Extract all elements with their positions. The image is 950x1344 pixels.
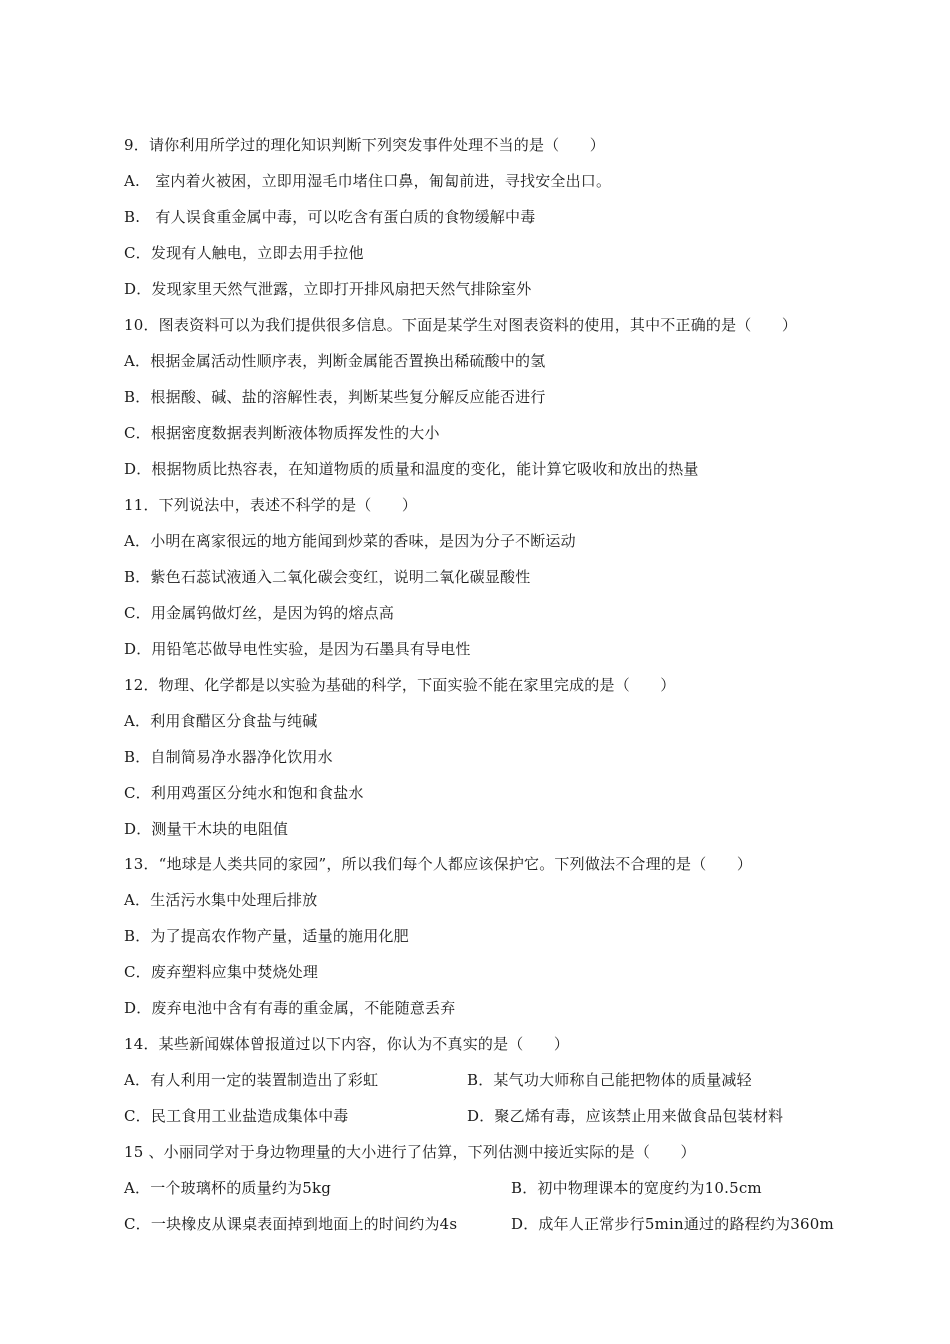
question-10-stem: 10．图表资料可以为我们提供很多信息。下面是某学生对图表资料的使用，其中不正确的是（ ）: [124, 316, 798, 334]
question-14-option-a: A．有人利用一定的装置制造出了彩虹: [124, 1071, 379, 1089]
question-13-option-a: A．生活污水集中处理后排放: [124, 891, 318, 909]
question-12-option-a: A．利用食醋区分食盐与纯碱: [124, 712, 318, 730]
question-10-option-a: A．根据金属活动性顺序表，判断金属能否置换出稀硫酸中的氢: [124, 352, 546, 370]
question-14-option-b: B．某气功大师称自己能把物体的质量减轻: [467, 1071, 752, 1089]
question-11-option-d: D．用铅笔芯做导电性实验，是因为石墨具有导电性: [124, 640, 471, 658]
question-11-stem: 11．下列说法中，表述不科学的是（ ）: [124, 496, 418, 514]
question-15-option-a: A．一个玻璃杯的质量约为5kg: [124, 1179, 332, 1197]
question-12-option-b: B．自制简易净水器净化饮用水: [124, 748, 333, 766]
question-10-option-b: B．根据酸、碱、盐的溶解性表，判断某些复分解反应能否进行: [124, 388, 546, 406]
question-9-option-d: D．发现家里天然气泄露，立即打开排风扇把天然气排除室外: [124, 280, 532, 298]
question-15-option-c: C．一块橡皮从课桌表面掉到地面上的时间约为4s: [124, 1215, 458, 1233]
question-14-option-c: C．民工食用工业盐造成集体中毒: [124, 1107, 349, 1125]
question-9-option-a: A. 室内着火被困，立即用湿毛巾堵住口鼻，匍匐前进，寻找安全出口。: [124, 172, 612, 190]
question-12-option-d: D．测量干木块的电阻值: [124, 820, 289, 838]
question-15-stem: 15 、小丽同学对于身边物理量的大小进行了估算，下列估测中接近实际的是（ ）: [124, 1143, 696, 1161]
question-14-option-d: D．聚乙烯有毒，应该禁止用来做食品包装材料: [467, 1107, 784, 1125]
question-13-stem: 13．“地球是人类共同的家园”，所以我们每个人都应该保护它。下列做法不合理的是（ ）: [124, 855, 753, 873]
question-11-option-b: B．紫色石蕊试液通入二氧化碳会变红，说明二氧化碳显酸性: [124, 568, 531, 586]
question-9-option-b: B. 有人误食重金属中毒，可以吃含有蛋白质的食物缓解中毒: [124, 208, 536, 226]
question-15-option-b: B．初中物理课本的宽度约为10.5cm: [511, 1179, 762, 1197]
question-13-option-b: B．为了提高农作物产量，适量的施用化肥: [124, 927, 409, 945]
question-12-option-c: C．利用鸡蛋区分纯水和饱和食盐水: [124, 784, 364, 802]
question-12-stem: 12．物理、化学都是以实验为基础的科学，下面实验不能在家里完成的是（ ）: [124, 676, 676, 694]
question-10-option-c: C．根据密度数据表判断液体物质挥发性的大小: [124, 424, 440, 442]
question-11-option-c: C．用金属钨做灯丝，是因为钨的熔点高: [124, 604, 395, 622]
question-13-option-c: C．废弃塑料应集中焚烧处理: [124, 963, 319, 981]
question-9-stem: 9．请你利用所学过的理化知识判断下列突发事件处理不当的是（ ）: [124, 136, 605, 154]
question-15-option-d: D．成年人正常步行5min通过的路程约为360m: [511, 1215, 834, 1233]
question-11-option-a: A．小明在离家很远的地方能闻到炒菜的香味，是因为分子不断运动: [124, 532, 576, 550]
question-13-option-d: D．废弃电池中含有有毒的重金属，不能随意丢弃: [124, 999, 456, 1017]
question-9-option-c: C．发现有人触电，立即去用手拉他: [124, 244, 364, 262]
question-10-option-d: D．根据物质比热容表，在知道物质的质量和温度的变化，能计算它吸收和放出的热量: [124, 460, 699, 478]
question-14-stem: 14．某些新闻媒体曾报道过以下内容，你认为不真实的是（ ）: [124, 1035, 570, 1053]
